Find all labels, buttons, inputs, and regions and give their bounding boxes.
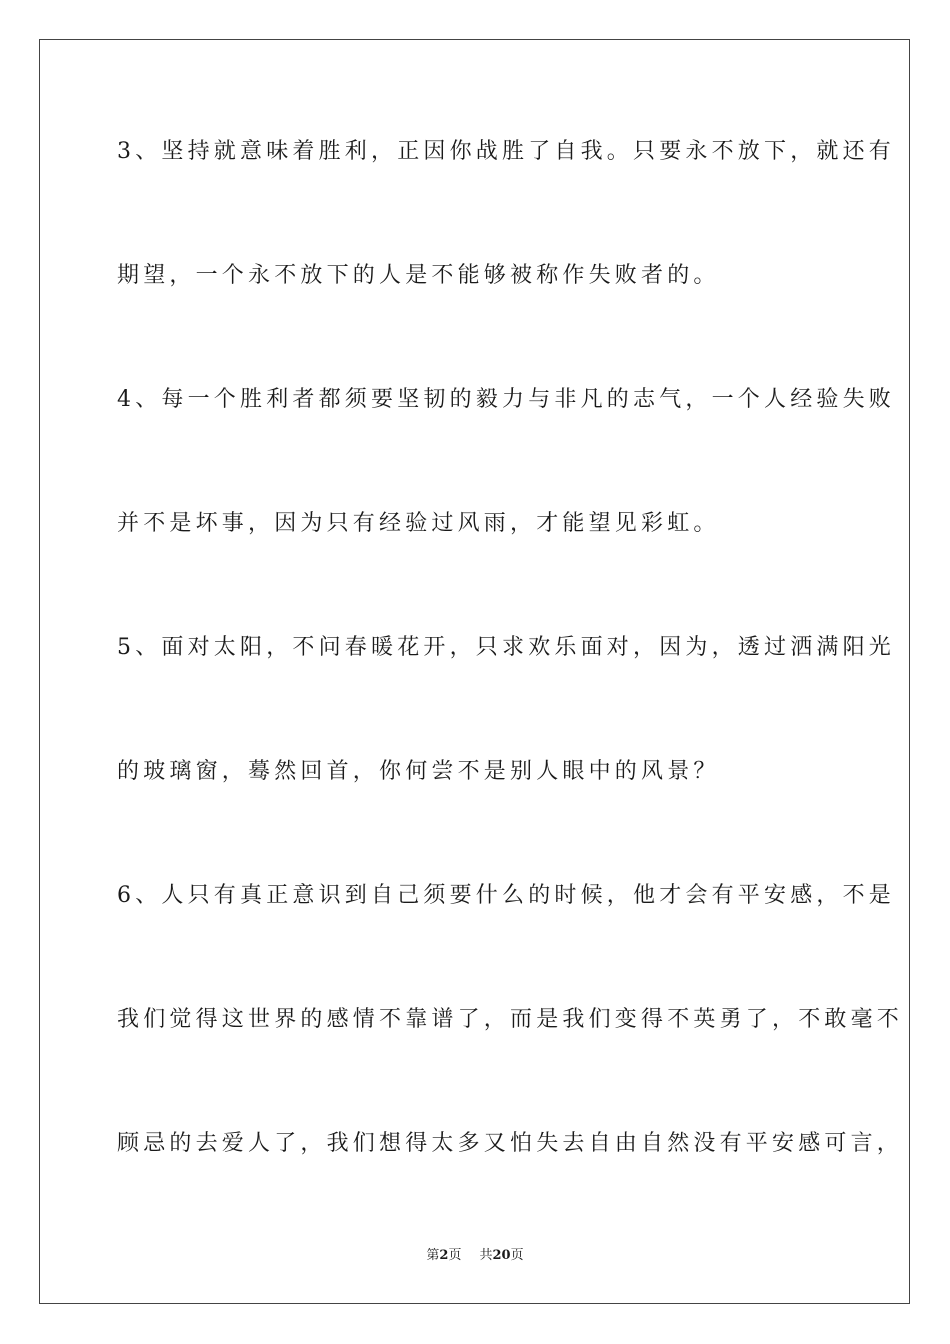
text-line-2: 期望，一个永不放下的人是不能够被称作失败者的。 [117,263,720,288]
total-suffix: 页 [510,1248,524,1263]
page-number: 2 [439,1248,449,1263]
text-line-5: 5、面对太阳，不问春暖花开，只求欢乐面对，因为，透过洒满阳光 [117,635,895,660]
text-line-1: 3、坚持就意味着胜利，正因你战胜了自我。只要永不放下，就还有 [117,139,895,164]
page-border [39,39,910,1304]
page-suffix: 页 [448,1248,462,1263]
text-line-8: 我们觉得这世界的感情不靠谱了，而是我们变得不英勇了，不敢毫不 [117,1007,904,1032]
text-line-6: 的玻璃窗，蓦然回首，你何尝不是别人眼中的风景？ [117,759,720,784]
page-prefix: 第 [426,1248,440,1263]
text-line-3: 4、每一个胜利者都须要坚韧的毅力与非凡的志气，一个人经验失败 [117,387,895,412]
text-line-4: 并不是坏事，因为只有经验过风雨，才能望见彩虹。 [117,511,720,536]
text-line-7: 6、人只有真正意识到自己须要什么的时候，他才会有平安感，不是 [117,883,895,908]
page-footer [0,1247,950,1265]
text-line-9: 顾忌的去爱人了，我们想得太多又怕失去自由自然没有平安感可言， [117,1131,904,1156]
total-prefix: 共 [479,1248,493,1263]
total-pages: 20 [492,1248,511,1263]
